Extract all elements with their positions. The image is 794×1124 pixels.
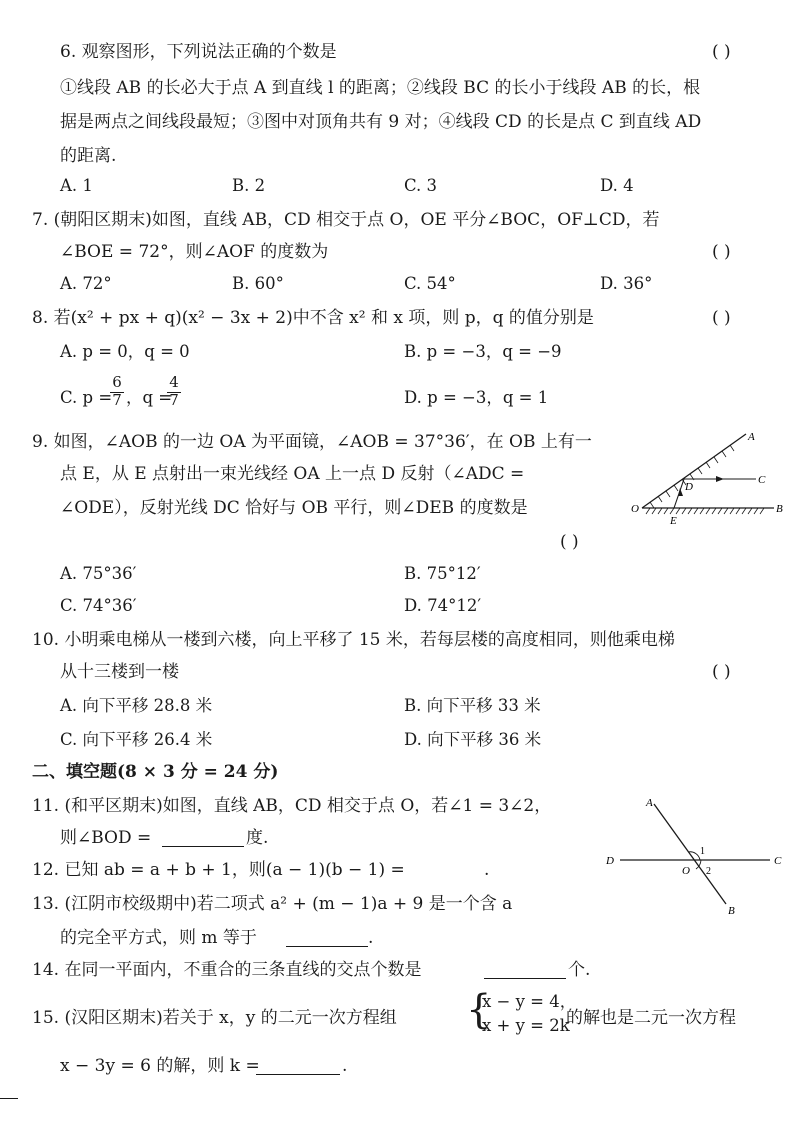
oa-hatch — [650, 445, 734, 508]
q6-stem: 6. 观察图形，下列说法正确的个数是 — [60, 42, 337, 62]
q6-answer-paren: ( ) — [712, 42, 731, 62]
q7-answer-paren: ( ) — [712, 242, 731, 262]
q14-end: 个. — [568, 960, 591, 980]
q8-option-c-label: C. p = — [60, 388, 113, 407]
fig9-label-a: A — [748, 431, 755, 443]
q9-answer-paren: ( ) — [560, 532, 579, 552]
q9-line2: 点 E，从 E 点射出一束光线经 OA 上一点 D 反射（∠ADC = — [60, 464, 525, 484]
q8-c-p-num: 6 — [112, 373, 122, 391]
q10-option-b: B. 向下平移 33 米 — [404, 696, 541, 715]
q10-answer-paren: ( ) — [712, 662, 731, 682]
q11-answer-blank[interactable] — [162, 846, 244, 847]
q13-line1: 13. (江阴市校级期中)若二项式 a² + (m − 1)a + 9 是一个含 a — [32, 894, 513, 914]
q6-option-d: D. 4 — [600, 176, 634, 195]
q15-equation2: x + y = 2k — [482, 1016, 570, 1035]
q13-line2-end: . — [368, 928, 374, 948]
q6-line2: 据是两点之间线段最短；③图中对顶角共有 9 对；④线段 CD 的长是点 C 到直线 AD — [60, 112, 702, 132]
q8-answer-paren: ( ) — [712, 308, 731, 328]
fig9-label-o: O — [631, 503, 639, 515]
q13-answer-blank[interactable] — [286, 946, 368, 947]
fig11-label-c: C — [774, 855, 782, 867]
q11-line1: 11. (和平区期末)如图，直线 AB，CD 相交于点 O，若∠1 = 3∠2， — [32, 796, 552, 816]
fig11-label-a: A — [646, 797, 653, 809]
fig9-label-c: C — [758, 474, 766, 486]
q8-option-b: B. p = −3，q = −9 — [404, 342, 562, 361]
q10-option-c: C. 向下平移 26.4 米 — [60, 730, 213, 749]
q8-c-q-num: 4 — [169, 373, 179, 391]
q10-line1: 10. 小明乘电梯从一楼到六楼，向上平移了 15 米，若每层楼的高度相同，则他乘电梯 — [32, 630, 675, 650]
fig11-angle1: 1 — [700, 846, 705, 857]
q7-line2: ∠BOE = 72°，则∠AOF 的度数为 — [60, 242, 329, 262]
q7-option-a: A. 72° — [60, 274, 112, 293]
q15-line2-start: x − 3y = 6 的解，则 k = — [60, 1056, 260, 1076]
fig9-label-d: D — [685, 481, 693, 493]
q7-option-c: C. 54° — [404, 274, 456, 293]
q15-brace: { — [466, 987, 492, 1033]
q9-option-b: B. 75°12′ — [404, 564, 481, 583]
fig11-label-b: B — [728, 905, 735, 917]
q7-option-b: B. 60° — [232, 274, 284, 293]
fig11-label-o: O — [682, 865, 690, 877]
page-edge-mark — [0, 1098, 18, 1099]
q6-option-a: A. 1 — [60, 176, 93, 195]
q14-answer-blank[interactable] — [484, 978, 566, 979]
q10-option-a: A. 向下平移 28.8 米 — [60, 696, 213, 715]
q13-line2-start: 的完全平方式，则 m 等于 — [60, 928, 257, 948]
q9-line1: 9. 如图，∠AOB 的一边 OA 为平面镜，∠AOB = 37°36′，在 OB 上有一 — [32, 432, 592, 452]
q15-line2-end: . — [342, 1056, 348, 1076]
q10-option-d: D. 向下平移 36 米 — [404, 730, 542, 749]
q9-option-d: D. 74°12′ — [404, 596, 482, 615]
ob-hatch — [646, 508, 764, 514]
q6-line1: ①线段 AB 的长必大于点 A 到直线 l 的距离；②线段 BC 的长小于线段 AB 的长，根 — [60, 78, 701, 98]
q8-c-p-den: 7 — [110, 392, 124, 408]
q8-option-c-q-fraction — [167, 375, 181, 408]
q10-line2: 从十三楼到一楼 — [60, 662, 179, 682]
q8-stem: 8. 若(x² + px + q)(x² − 3x + 2)中不含 x² 和 x 项，则 p，q 的值分别是 — [32, 308, 594, 328]
q8-c-q-den: 7 — [167, 392, 181, 408]
q8-option-d: D. p = −3，q = 1 — [404, 388, 549, 407]
q15-answer-blank[interactable] — [256, 1074, 340, 1075]
q15-line1-start: 15. (汉阳区期末)若关于 x，y 的二元一次方程组 — [32, 1008, 397, 1028]
q8-option-a: A. p = 0，q = 0 — [60, 342, 190, 361]
q12-text: 12. 已知 ab = a + b + 1，则(a − 1)(b − 1) = — [32, 860, 405, 880]
ray-arrow-icon — [716, 476, 724, 482]
q7-line1: 7. (朝阳区期末)如图，直线 AB，CD 相交于点 O，OE 平分∠BOC，OF⊥CD，若 — [32, 210, 660, 230]
q15-equation1: x − y = 4， — [482, 992, 577, 1011]
q6-line3: 的距离. — [60, 146, 117, 166]
ab-line — [654, 804, 726, 904]
fig11-label-d: D — [606, 855, 614, 867]
fig9-label-b: B — [776, 503, 783, 515]
q11-intersect-figure — [600, 792, 786, 918]
q15-line1-end: 的解也是二元一次方程 — [566, 1008, 736, 1028]
q8-option-c-p-fraction — [110, 375, 124, 408]
q6-option-c: C. 3 — [404, 176, 438, 195]
q9-line3: ∠ODE），反射光线 DC 恰好与 OB 平行，则∠DEB 的度数是 — [60, 498, 528, 518]
q7-option-d: D. 36° — [600, 274, 653, 293]
q11-line2-start: 则∠BOD = — [60, 828, 152, 848]
section-fill-in-title: 二、填空题(8 × 3 分 = 24 分) — [32, 762, 279, 782]
q9-mirror-figure — [628, 424, 788, 528]
q11-line2-end: 度. — [246, 828, 269, 848]
q12-end: . — [484, 860, 490, 880]
q6-option-b: B. 2 — [232, 176, 266, 195]
fig11-angle2: 2 — [706, 866, 711, 877]
q9-option-c: C. 74°36′ — [60, 596, 137, 615]
fig9-label-e: E — [670, 515, 677, 527]
q8-option-c-q-label: ，q = — [126, 388, 173, 407]
q14-text: 14. 在同一平面内，不重合的三条直线的交点个数是 — [32, 960, 422, 980]
q9-option-a: A. 75°36′ — [60, 564, 137, 583]
